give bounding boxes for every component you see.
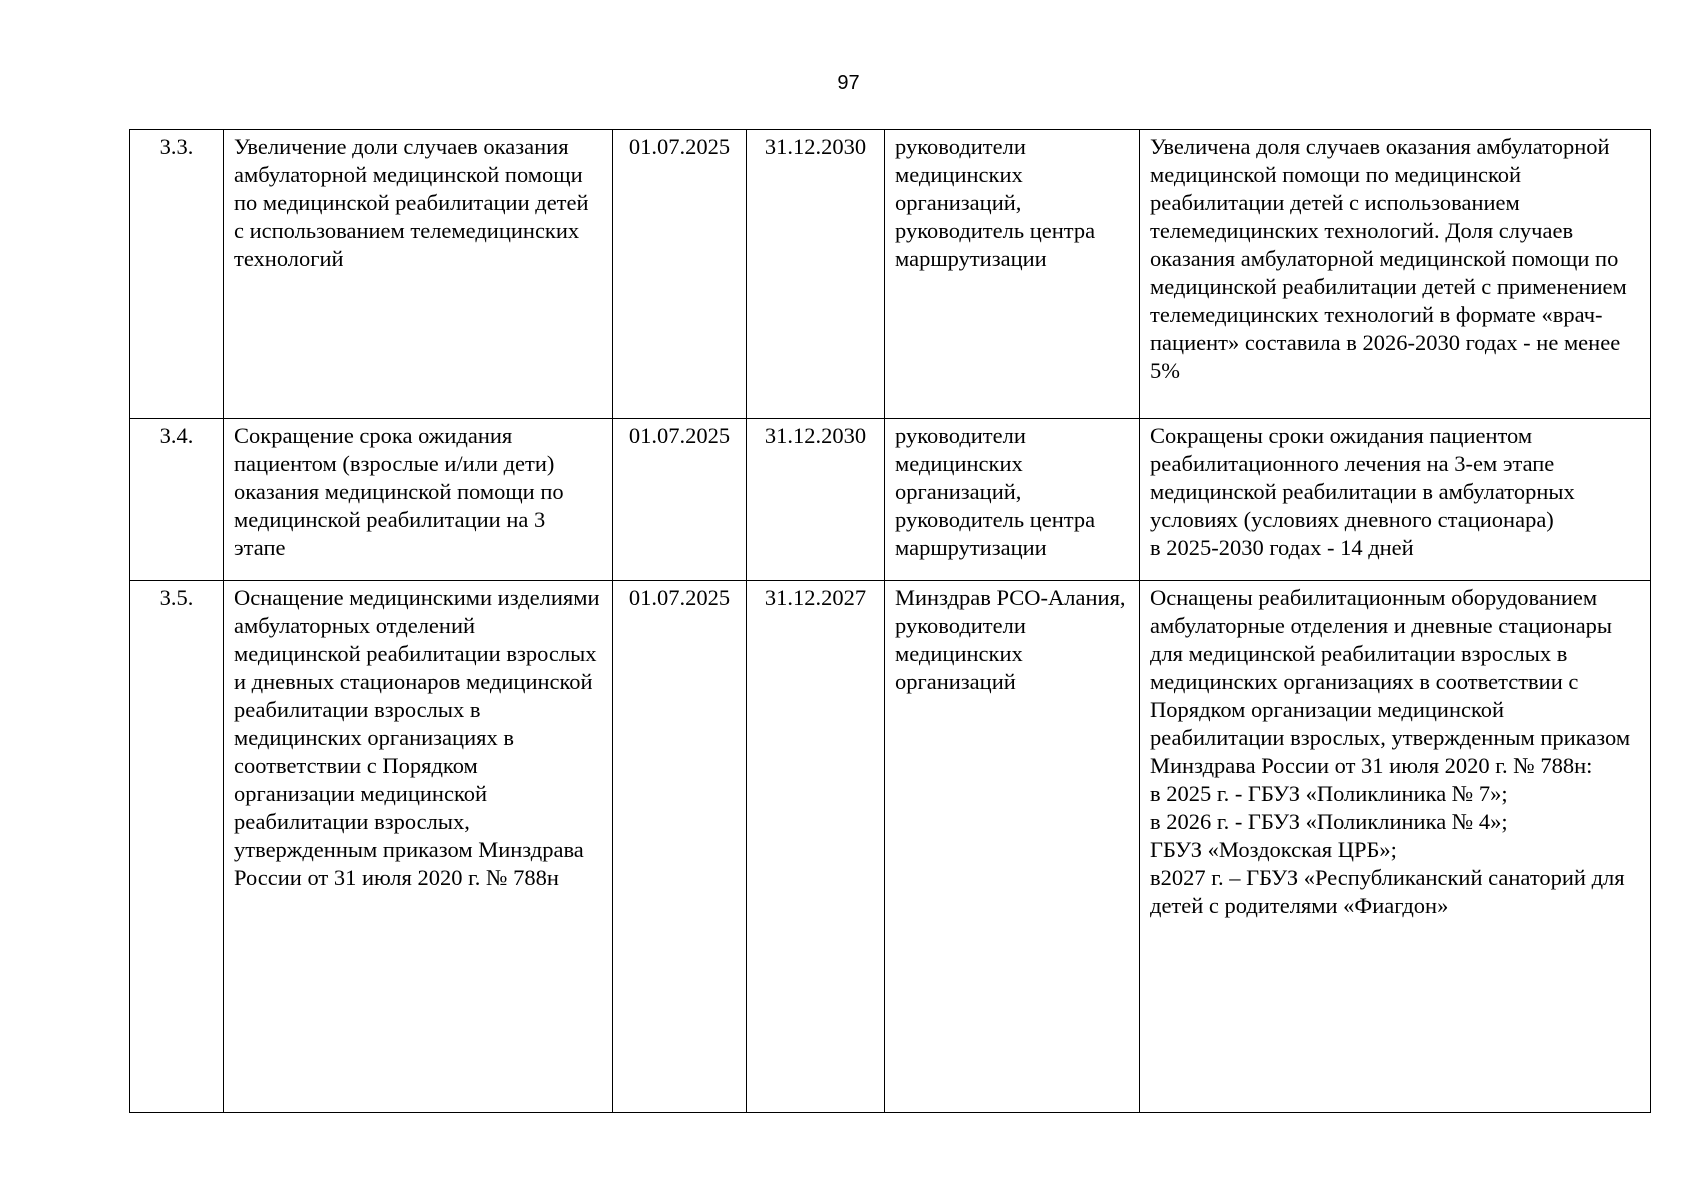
responsible: Минздрав РСО-Алания, руководители медицинских организаций xyxy=(885,581,1140,1113)
responsible: руководители медицинских организаций, руководитель центра маршрутизации xyxy=(885,130,1140,419)
start-date: 01.07.2025 xyxy=(613,130,747,419)
table-row xyxy=(130,419,1651,581)
row-number: 3.3. xyxy=(130,130,224,419)
expected-result: Увеличена доля случаев оказания амбулаторной медицинской помощи по медицинской реабилитации детей с использованием телемедицинских технологий. Доля случаев оказания амбулаторной медицинской помощи по медицинской реабилитации детей с применением телемедицинских технологий в формате «врач-пациент» составила в 2026-2030 годах - не менее 5% xyxy=(1140,130,1651,419)
task-description: Оснащение медицинскими изделиями амбулаторных отделений медицинской реабилитации взрослых и дневных стационаров медицинской реабилитации взрослых в медицинских организациях в соответствии с Порядком организации медицинской реабилитации взрослых, утвержденным приказом Минздрава России от 31 июля 2020 г. № 788н xyxy=(224,581,613,1113)
expected-result: Оснащены реабилитационным оборудованием амбулаторные отделения и дневные стационары для медицинской реабилитации взрослых в медицинских организациях в соответствии с Порядком организации медицинской реабилитации взрослых, утвержденным приказом Минздрава России от 31 июля 2020 г. № 788н: в 2025 г. - ГБУЗ «Поликлиника № 7»; в 2026 г. - ГБУЗ «Поликлиника № 4»; ГБУЗ «Моздокская ЦРБ»; в2027 г. – ГБУЗ «Республиканский санаторий для детей с родителями «Фиагдон» xyxy=(1140,581,1651,1113)
expected-result: Сокращены сроки ожидания пациентом реабилитационного лечения на 3-ем этапе медицинской реабилитации в амбулаторных условиях (условиях дневного стационара) в 2025-2030 годах - 14 дней xyxy=(1140,419,1651,581)
action-plan-table xyxy=(129,129,1651,1113)
start-date: 01.07.2025 xyxy=(613,581,747,1113)
start-date: 01.07.2025 xyxy=(613,419,747,581)
end-date: 31.12.2030 xyxy=(747,130,885,419)
end-date: 31.12.2030 xyxy=(747,419,885,581)
table-row xyxy=(130,130,1651,419)
task-description: Сокращение срока ожидания пациентом (взрослые и/или дети) оказания медицинской помощи по медицинской реабилитации на 3 этапе xyxy=(224,419,613,581)
page-number: 97 xyxy=(837,72,860,94)
table-row xyxy=(130,581,1651,1113)
task-description: Увеличение доли случаев оказания амбулаторной медицинской помощи по медицинской реабилитации детей с использованием телемедицинских технологий xyxy=(224,130,613,419)
row-number: 3.4. xyxy=(130,419,224,581)
row-number: 3.5. xyxy=(130,581,224,1113)
responsible: руководители медицинских организаций, руководитель центра маршрутизации xyxy=(885,419,1140,581)
end-date: 31.12.2027 xyxy=(747,581,885,1113)
